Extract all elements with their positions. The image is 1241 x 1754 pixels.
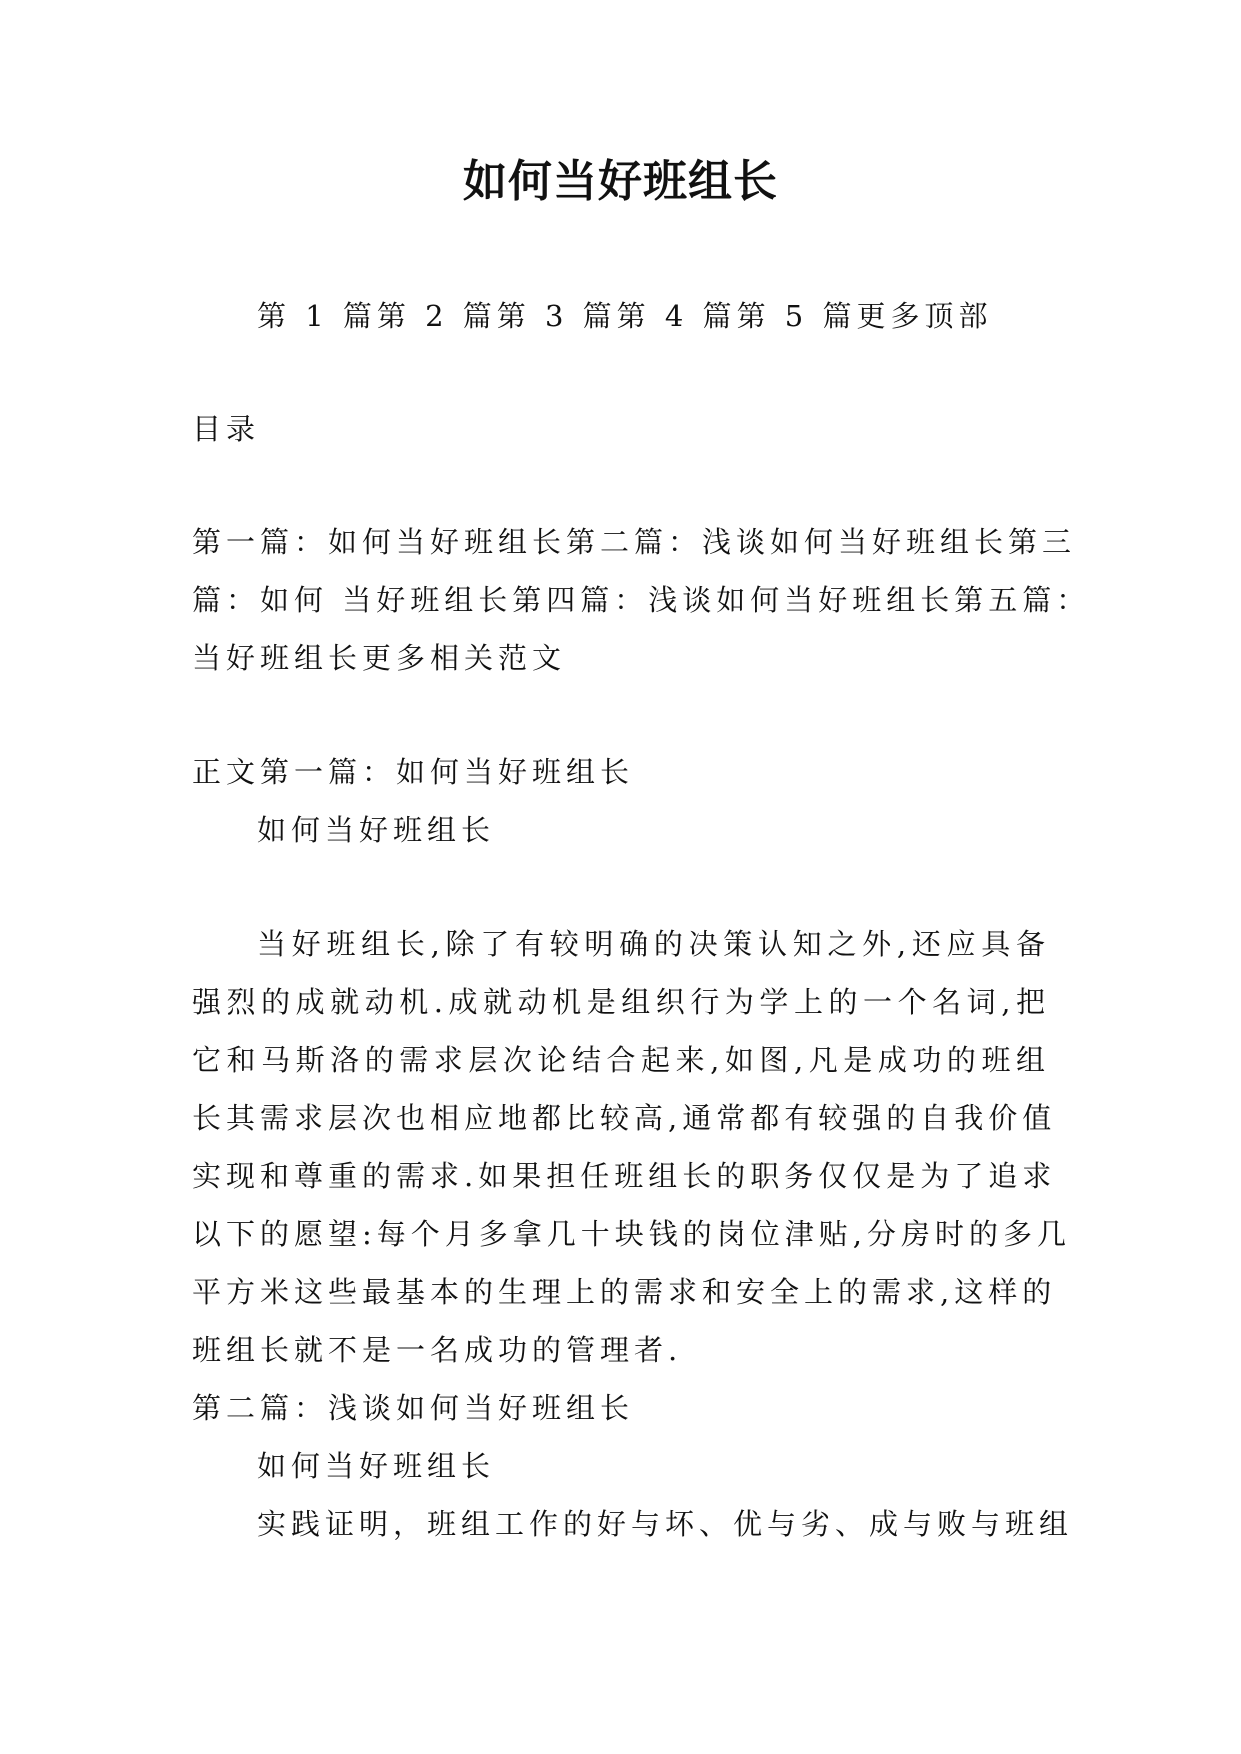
document-title: 如何当好班组长	[463, 156, 778, 207]
nav-link-more[interactable]: 更多	[856, 299, 925, 333]
nav-link-article-5[interactable]: 第 5 篇	[736, 299, 857, 333]
section-2-subtitle: 如何当好班组长	[257, 1449, 496, 1483]
section-1-paragraph-line: 它和马斯洛的需求层次论结合起来,如图,凡是成功的班组	[192, 1043, 1050, 1077]
section-1-subtitle: 如何当好班组长	[257, 813, 496, 847]
section-1-heading: 正文第一篇：如何当好班组长	[192, 755, 635, 789]
toc-line: 当好班组长更多相关范文	[192, 641, 567, 675]
section-1-paragraph-line: 强烈的成就动机.成就动机是组织行为学上的一个名词,把	[192, 985, 1050, 1019]
toc-line: 第一篇：如何当好班组长第二篇：浅谈如何当好班组长第三	[192, 525, 1077, 559]
section-1-paragraph-line: 以下的愿望:每个月多拿几十块钱的岗位津贴,分房时的多几	[192, 1217, 1071, 1251]
nav-link-article-3[interactable]: 第 3 篇	[496, 299, 617, 333]
section-2-heading: 第二篇：浅谈如何当好班组长	[192, 1391, 635, 1425]
nav-link-article-4[interactable]: 第 4 篇	[616, 299, 737, 333]
section-1-paragraph-line: 实现和尊重的需求.如果担任班组长的职务仅仅是为了追求	[192, 1159, 1057, 1193]
section-1-paragraph-line: 当好班组长,除了有较明确的决策认知之外,还应具备	[257, 927, 1050, 961]
section-1-paragraph-line: 平方米这些最基本的生理上的需求和安全上的需求,这样的	[192, 1275, 1057, 1309]
toc-heading: 目录	[192, 412, 261, 446]
section-1-paragraph-line: 班组长就不是一名成功的管理者.	[192, 1333, 683, 1367]
nav-link-article-2[interactable]: 第 2 篇	[376, 299, 497, 333]
section-1-paragraph-line: 长其需求层次也相应地都比较高,通常都有较强的自我价值	[192, 1101, 1057, 1135]
nav-link-article-1[interactable]: 第 1 篇	[257, 299, 377, 333]
article-nav	[257, 296, 1137, 336]
nav-link-top[interactable]: 顶部	[924, 299, 993, 333]
toc-line: 篇：如何 当好班组长第四篇：浅谈如何当好班组长第五篇：	[192, 583, 1091, 617]
section-2-paragraph-line: 实践证明，班组工作的好与坏、优与劣、成与败与班组	[257, 1507, 1074, 1541]
